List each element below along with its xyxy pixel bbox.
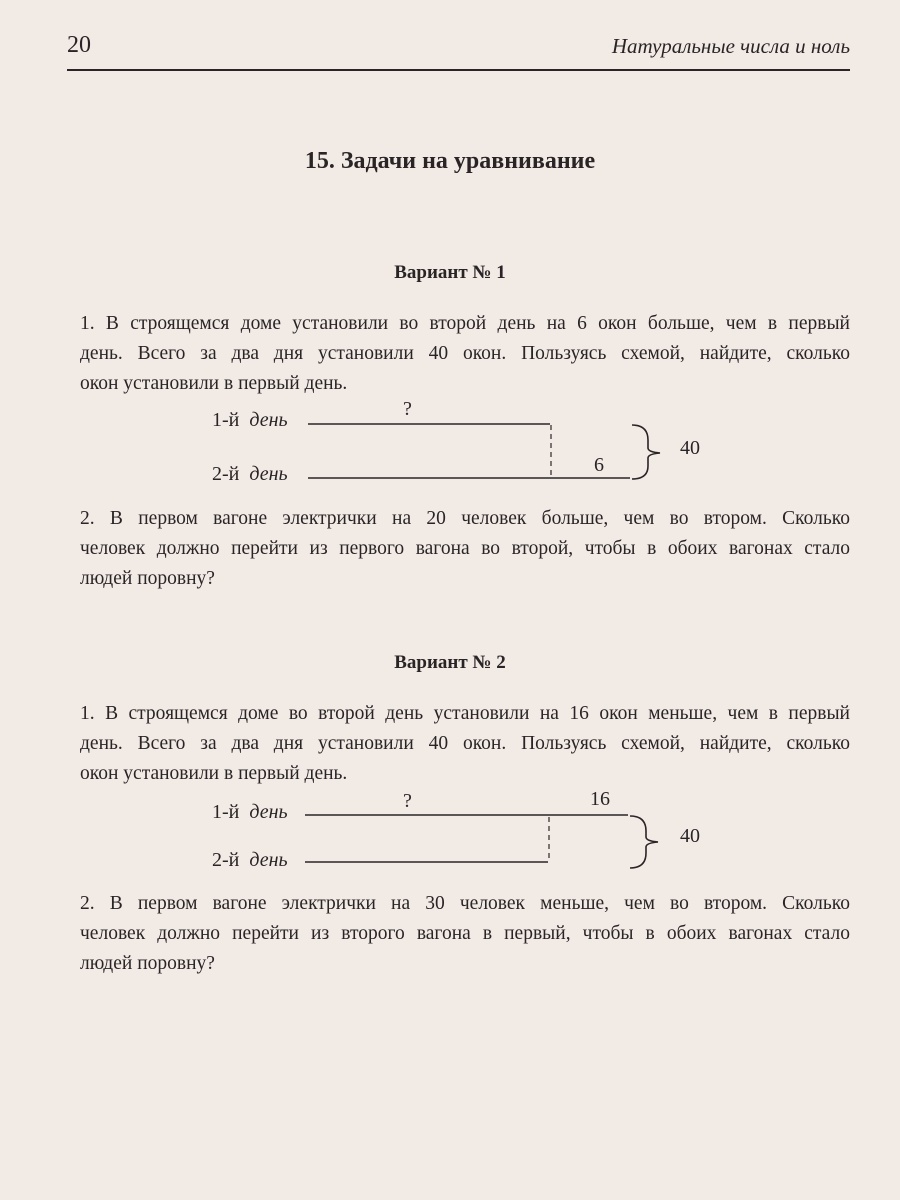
- running-title: Натуральные числа и ноль: [611, 34, 850, 58]
- diagram-1-question: ?: [403, 398, 412, 420]
- row-number: 2-й: [212, 849, 240, 871]
- row-number: 2-й: [212, 463, 240, 485]
- diagram-2-difference: 16: [590, 788, 610, 810]
- page-number: 20: [67, 32, 91, 58]
- row-number: 1-й: [212, 801, 240, 823]
- row-word: день: [249, 463, 288, 485]
- text-line: 1. В строящемся доме установили во второй день на 6 окон больше, чем в первый: [80, 313, 850, 334]
- diagram-1-difference: 6: [594, 454, 604, 476]
- diagram-1-brace: [632, 425, 660, 479]
- text-line: людей поровну?: [80, 953, 215, 974]
- text-line: человек должно перейти из первого вагона во второй, чтобы в обоих вагонах стало: [80, 538, 850, 559]
- text-line: человек должно перейти из второго вагона в первый, чтобы в обоих вагонах стало: [80, 923, 850, 944]
- row-word: день: [249, 801, 288, 823]
- row-word: день: [249, 409, 288, 431]
- diagram-2-question: ?: [403, 790, 412, 812]
- text-line: 2. В первом вагоне электрички на 20 человек больше, чем во втором. Сколько: [80, 508, 850, 529]
- text-line: день. Всего за два дня установили 40 окон. Пользуясь схемой, найдите, сколько: [80, 343, 850, 364]
- text-line: людей поровну?: [80, 568, 215, 589]
- section-title: 15. Задачи на уравнивание: [304, 148, 596, 174]
- text-line: 2. В первом вагоне электрички на 30 человек меньше, чем во втором. Сколько: [80, 893, 850, 914]
- diagram-2-total: 40: [680, 825, 700, 847]
- text-line: 1. В строящемся доме во второй день установили на 16 окон меньше, чем в первый: [80, 703, 850, 724]
- row-word: день: [249, 849, 288, 871]
- variant-1-heading: Вариант № 1: [394, 262, 506, 283]
- variant-2-heading: Вариант № 2: [394, 652, 506, 673]
- text-line: окон установили в первый день.: [80, 373, 348, 394]
- diagram-2-brace: [630, 816, 658, 868]
- text-line: окон установили в первый день.: [80, 763, 348, 784]
- diagram-1-total: 40: [680, 437, 700, 459]
- row-number: 1-й: [212, 409, 240, 431]
- text-line: день. Всего за два дня установили 40 окон. Пользуясь схемой, найдите, сколько: [80, 733, 850, 754]
